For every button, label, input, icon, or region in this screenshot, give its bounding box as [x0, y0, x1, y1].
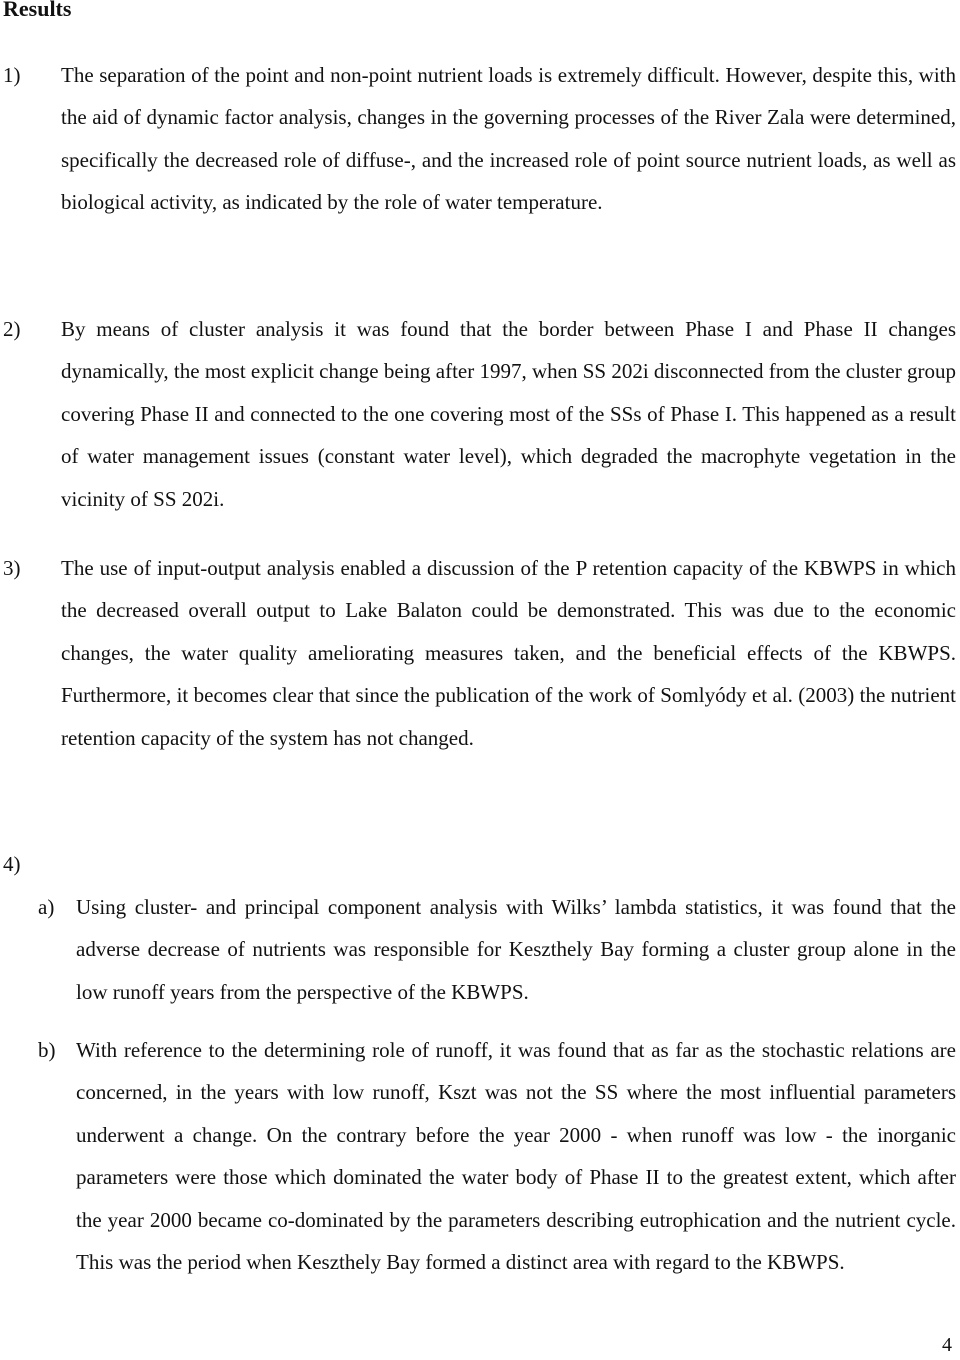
page-number: 4 [942, 1334, 952, 1356]
item-4a-marker: a) [38, 895, 55, 919]
item-2-marker: 2) [3, 317, 21, 341]
item-4a-text: Using cluster- and principal component analysis with Wilks’ lambda statistics, it was found that the adverse decrease of nutrients was responsible for Keszthely Bay forming a cluster group alone in the low runoff years from the perspective of the KBWPS. [76, 895, 956, 1004]
item-2-text: By means of cluster analysis it was found that the border between Phase I and Phase II changes dynamically, the most explicit change being after 1997, when SS 202i disconnected from the cluster group covering Phase II and connected to the one covering most of the SSs of Phase I. This happened as a result of water management issues (constant water level), which degraded the macrophyte vegetation in the vicinity of SS 202i. [61, 317, 956, 511]
item-3-text: The use of input-output analysis enabled a discussion of the P retention capacity of the KBWPS in which the decreased overall output to Lake Balaton could be demonstrated. This was due to the economic changes, the water quality ameliorating measures taken, and the beneficial effects of the KBWPS. Furthermore, it becomes clear that since the publication of the work of Somlyódy et al. (2003) the nutrient retention capacity of the system has not changed. [61, 556, 956, 750]
item-4b-marker: b) [38, 1038, 56, 1062]
section-heading: Results [3, 0, 72, 21]
item-1-text: The separation of the point and non-point nutrient loads is extremely difficult. However, despite this, with the aid of dynamic factor analysis, changes in the governing processes of the River Zala were determined, specifically the decreased role of diffuse-, and the increased role of point source nutrient loads, as well as biological activity, as indicated by the role of water temperature. [61, 63, 956, 215]
item-4-marker: 4) [3, 852, 21, 876]
item-3-marker: 3) [3, 556, 21, 580]
item-1-marker: 1) [3, 63, 21, 87]
item-4b-text: With reference to the determining role of runoff, it was found that as far as the stochastic relations are concerned, in the years with low runoff, Kszt was not the SS where the most influential parameters underwent a change. On the contrary before the year 2000 - when runoff was low - the inorganic parameters were those which dominated the water body of Phase II to the greatest extent, which after the year 2000 became co-dominated by the parameters describing eutrophication and the nutrient cycle. This was the period when Keszthely Bay formed a distinct area with regard to the KBWPS. [76, 1038, 956, 1275]
